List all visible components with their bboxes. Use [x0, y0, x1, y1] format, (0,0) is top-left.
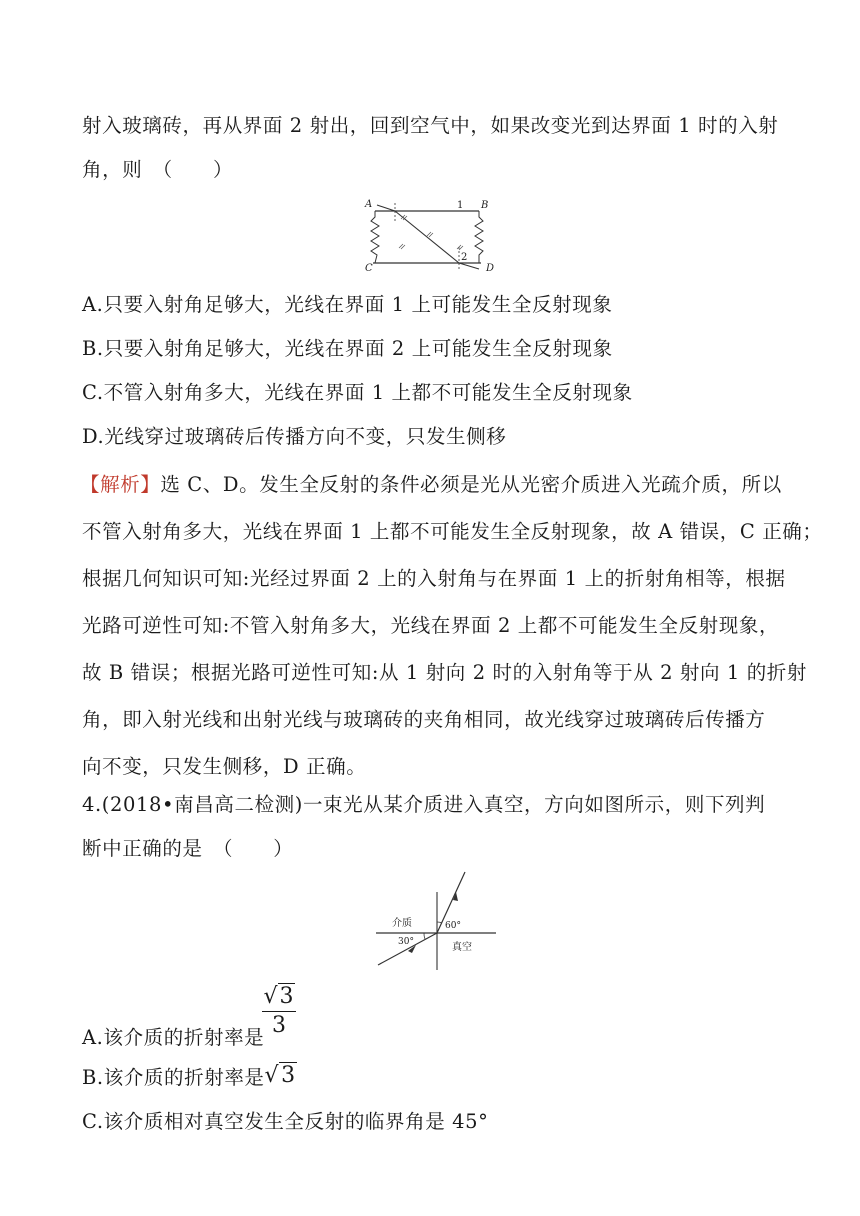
fraction-numerator: 3: [279, 984, 294, 1009]
fraction-sqrt3-over-3: [262, 984, 296, 1040]
q4-option-c: C.该介质相对真空发生全反射的临界角是 45°: [82, 1110, 489, 1133]
refraction-figure: [368, 870, 503, 970]
label-1: 1: [457, 200, 464, 211]
analysis-line-1: [80, 473, 782, 497]
label-2: 2: [461, 252, 468, 263]
vacuum-label: 真空: [452, 942, 472, 953]
angle-30-label: 30°: [398, 937, 414, 947]
analysis-line-6: 角，即入射光线和出射光线与玻璃砖的夹角相同，故光线穿过玻璃砖后传播方: [82, 708, 766, 731]
sqrt-symbol: √3: [264, 1063, 296, 1088]
sqrt-radicand: 3: [281, 1063, 296, 1088]
label-C: C: [365, 263, 373, 273]
q3-stem-line-2: 角，则 （ ）: [82, 158, 234, 181]
label-A: A: [365, 199, 373, 210]
q4-option-b-text: B.该介质的折射率是: [82, 1066, 265, 1089]
q3-stem-line-1: 射入玻璃砖，再从界面 2 射出，回到空气中，如果改变光到达界面 1 时的入射: [82, 114, 779, 137]
glass-brick-figure: [355, 195, 505, 273]
q4-stem-line-2: 断中正确的是 （ ）: [82, 837, 294, 860]
q4-option-b: [82, 1063, 297, 1090]
q4-stem-line-1: 4.(2018•南昌高二检测)一束光从某介质进入真空，方向如图所示，则下列判: [82, 793, 766, 816]
analysis-line-4: 光路可逆性可知:不管入射角多大，光线在界面 2 上都不可能发生全反射现象，: [82, 614, 780, 637]
analysis-line-3: 根据几何知识可知:光经过界面 2 上的入射角与在界面 1 上的折射角相等，根据: [82, 567, 786, 590]
label-D: D: [486, 263, 495, 273]
label-B: B: [481, 200, 489, 211]
fraction-denominator: 3: [272, 1013, 286, 1038]
q3-option-a: A.只要入射角足够大，光线在界面 1 上可能发生全反射现象: [82, 293, 613, 316]
analysis-line-2: 不管入射角多大，光线在界面 1 上都不可能发生全反射现象，故 A 错误，C 正确；: [82, 520, 823, 543]
analysis-text-1: 选 C、D。发生全反射的条件必须是光从光密介质进入光疏介质，所以: [160, 473, 782, 496]
analysis-line-5: 故 B 错误；根据光路可逆性可知:从 1 射向 2 时的入射角等于从 2 射向 1 的折射: [82, 661, 808, 684]
medium-label: 介质: [392, 918, 412, 929]
q3-option-c: C.不管入射角多大，光线在界面 1 上都不可能发生全反射现象: [82, 381, 633, 404]
sqrt-symbol: √3: [263, 984, 294, 1009]
q4-option-a: A.该介质的折射率是: [82, 1026, 265, 1049]
analysis-line-7: 向不变，只发生侧移，D 正确。: [82, 755, 367, 778]
angle-60-label: 60°: [445, 921, 461, 931]
analysis-tag: 【解析】: [80, 473, 161, 496]
q3-option-b: B.只要入射角足够大，光线在界面 2 上可能发生全反射现象: [82, 337, 613, 360]
q3-option-d: D.光线穿过玻璃砖后传播方向不变，只发生侧移: [82, 425, 507, 448]
